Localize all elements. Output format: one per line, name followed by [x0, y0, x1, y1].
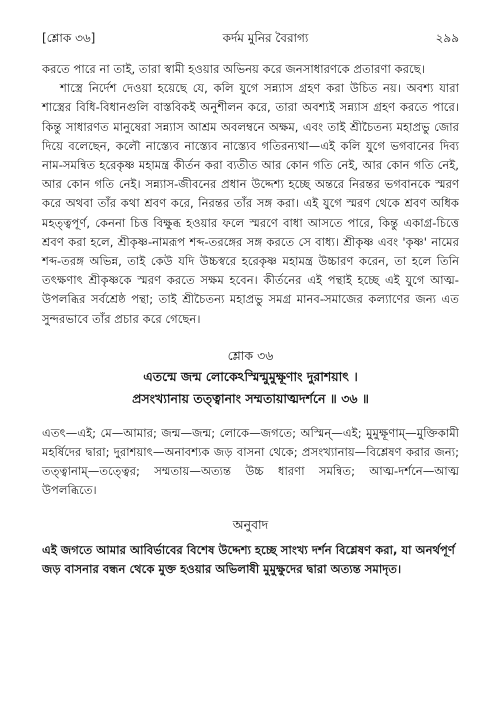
sanskrit-verse [42, 345, 459, 410]
running-header [42, 30, 459, 52]
translation-heading: অনুবাদ [232, 516, 269, 532]
purport-text [42, 60, 459, 329]
purport-paragraph-1: করতে পারে না তাই, তারা স্বামী হওয়ার অভিনয় করে জনসাধারণকে প্রতারণা করছে। [42, 62, 425, 76]
synonyms-text: এতৎ—এই; মে—আমার; জন্ম—জন্ম; লোকে—জগতে; অস্মিন্—এই; মুমুক্ষূণাম্—মুক্তিকামী মহর্ষিদের দ্বারা; দুরাশয়াৎ—অনাবশ্যক জড় বাসনা থেকে; প্রসংখ্যানায়—বিশ্লেষণ করার জন্য; তত্ত্বানাম্—তত্ত্বের; সম্মতায়—অত্যন্ত উচ্চ ধারণা সমন্বিত; আত্ম-দর্শনে—আত্ম উপলব্ধিতে। [42, 425, 459, 498]
chapter-title: কর্দম মুনির বৈরাগ্য [222, 31, 309, 45]
page-number: ২৯৯ [435, 31, 459, 45]
verse-line-2: প্রসংখ্যানায় তত্ত্বানাং সম্মতায়াত্মদর্শনে ॥ ৩৬ ॥ [132, 390, 369, 406]
purport-paragraph-2: শাস্ত্রে নির্দেশ দেওয়া হয়েছে যে, কলি যুগে সন্ন্যাস গ্রহণ করা উচিত নয়। অবশ্য যারা শাস্ত্রের বিধি-বিধানগুলি বাস্তবিকই অনুশীলন করে, তারা অবশ্যই সন্ন্যাস গ্রহণ করতে পারে। কিন্তু সাধারণত মানুষেরা সন্ন্যাস আশ্রম অবলম্বনে অক্ষম, এবং তাই শ্রীচৈতন্য মহাপ্রভু জোর দিয়ে বলেছেন, কলৌ নাস্ত্যেব নাস্ত্যেব নাস্ত্যেব গতিরন্যথা—এই কলি যুগে ভগবানের দিব্য নাম-সমন্বিত হরেকৃষ্ণ মহামন্ত্র কীর্তন করা ব্যতীত আর কোন গতি নেই, আর কোন গতি নেই, আর কোন গতি নেই। সন্ন্যাস-জীবনের প্রধান উদ্দেশ্য হচ্ছে অন্তরে নিরন্তর ভগবানকে স্মরণ করে অথবা তাঁর কথা শ্রবণ করে, নিরন্তর তাঁর সঙ্গ করা। এই যুগে স্মরণ থেকে শ্রবণ অধিক মহত্ত্বপূর্ণ, কেননা চিত্ত বিক্ষুব্ধ হওয়ার ফলে স্মরণে বাধা আসতে পারে, কিন্তু একাগ্র-চিত্তে শ্রবণ করা হলে, শ্রীকৃষ্ণ-নামরূপ শব্দ-তরঙ্গের সঙ্গ করতে সে বাধ্য। শ্রীকৃষ্ণ এবং 'কৃষ্ণ' নামের শব্দ-তরঙ্গ অভিন্ন, তাই কেউ যদি উচ্চস্বরে হরেকৃষ্ণ মহামন্ত্র উচ্চারণ করেন, তা হলে তিনি তৎক্ষণাৎ শ্রীকৃষ্ণকে স্মরণ করতে সক্ষম হবেন। কীর্তনের এই পন্থাই হচ্ছে এই যুগে আত্ম-উপলব্ধির সর্বশ্রেষ্ঠ পন্থা; তাই শ্রীচৈতন্য মহাপ্রভু সমগ্র মানব-সমাজের কল্যাণের জন্য এত সুন্দরভাবে তাঁর প্রচার করে গেছেন। [42, 81, 459, 326]
verse-reference: [শ্লোক ৩৬] [42, 31, 96, 45]
verse-title: শ্লোক ৩৬ [227, 347, 274, 363]
translation-text: এই জগতে আমার আবির্ভাবের বিশেষ উদ্দেশ্য হচ্ছে সাংখ্য দর্শন বিশ্লেষণ করা, যা অনর্থপূর্ণ জড় বাসনার বন্ধন থেকে মুক্ত হওয়ার অভিলাষী মুমুক্ষুদের দ্বারা অত্যন্ত সমাদৃত। [42, 542, 455, 576]
verse-line-1: এতন্মে জন্ম লোকেঽস্মিন্মুমুক্ষূণাং দুরাশয়াৎ । [143, 368, 358, 384]
